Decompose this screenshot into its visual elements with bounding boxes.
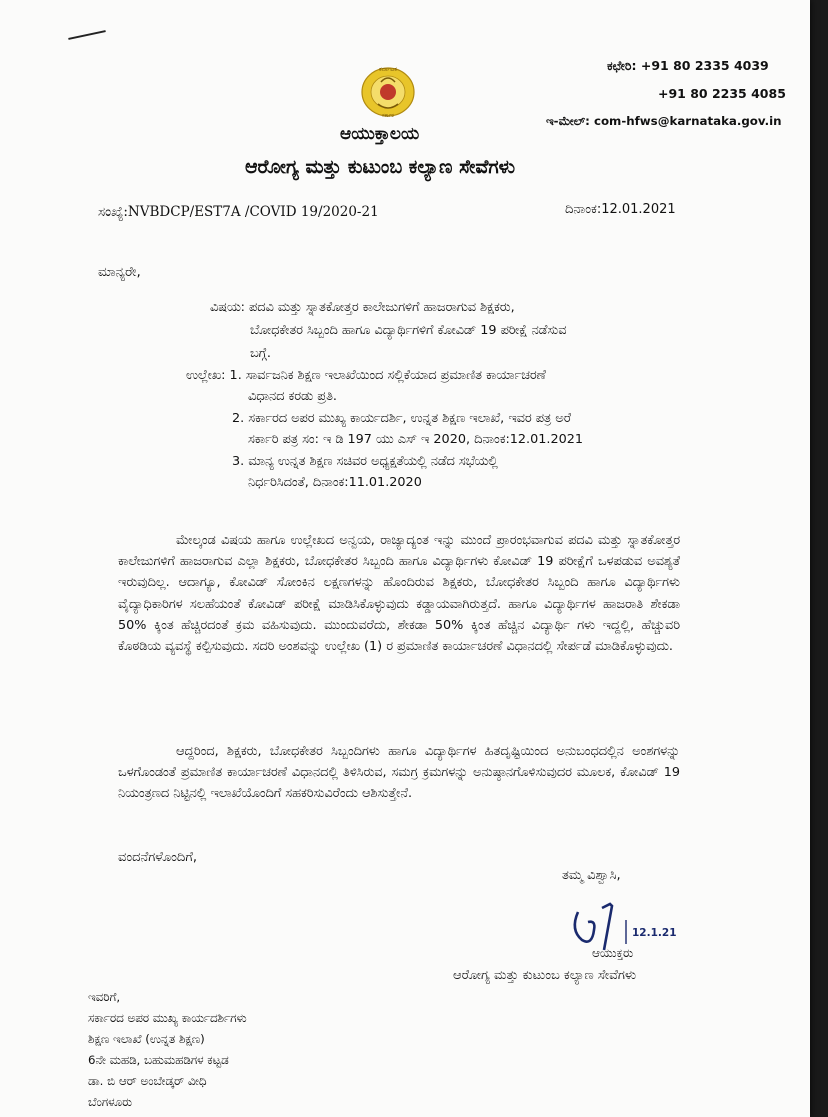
addressee-block [88, 987, 247, 1113]
email-address: com-hfws@karnataka.gov.in [593, 114, 782, 128]
addressee-line-3: 6ನೇ ಮಹಡಿ, ಬಹುಮಹಡಿಗಳ ಕಟ್ಟಡ [88, 1053, 229, 1067]
addressee-line-4: ಡಾ. ಬಿ ಆರ್ ಅಂಬೇಡ್ಕರ್ ವೀಧಿ [88, 1074, 207, 1088]
reference-3-line-2: ನಿರ್ಧರಿಸಿದಂತೆ, ದಿನಾಂಕ:11.01.2020 [248, 475, 422, 490]
phone-2: +91 80 2235 4085 [658, 86, 786, 101]
svg-text:ಕರ್ನಾಟಕ: ಕರ್ನಾಟಕ [379, 66, 397, 73]
letter-date: ದಿನಾಂಕ:12.01.2021 [565, 202, 676, 217]
karnataka-emblem [348, 62, 428, 120]
email-line [546, 114, 782, 129]
addressee-line-5: ಬೆಂಗಳೂರು [88, 1095, 133, 1109]
reference-1-line-2: ವಿಧಾನದ ಕರಡು ಪ್ರತಿ. [248, 389, 337, 404]
email-label: ಇ-ಮೇಲ್: [546, 114, 590, 128]
addressee-line-1: ಸರ್ಕಾರದ ಅಪರ ಮುಖ್ಯ ಕಾರ್ಯದರ್ಶಿಗಳು [88, 1011, 247, 1025]
office-phone-label: ಕಛೇರಿ: [607, 58, 637, 73]
addressee-line-2: ಶಿಕ್ಷಣ ಇಲಾಖೆ (ಉನ್ನತ ಶಿಕ್ಷಣ) [88, 1032, 205, 1046]
office-title: ಆಯುಕ್ತಾಲಯ [340, 124, 420, 144]
yours-faithfully: ತಮ್ಮ ವಿಶ್ವಾಸಿ, [562, 868, 621, 883]
reference-2-line-2: ಸರ್ಕಾರಿ ಪತ್ರ ಸಂ: ಇ ಡಿ 197 ಯು ಎಸ್ ಇ 2020, ದಿನಾಂಕ:12.01.2021 [248, 432, 584, 447]
reference-number: ಸಂಖ್ಯೆ:NVBDCP/EST7A /COVID 19/2020-21 [98, 204, 379, 220]
signatory-department: ಆರೋಗ್ಯ ಮತ್ತು ಕುಟುಂಬ ಕಲ್ಯಾಣ ಸೇವೆಗಳು [453, 968, 637, 983]
body-paragraph-2: ಆದ್ದರಿಂದ, ಶಿಕ್ಷಕರು, ಬೋಧಕೇತರ ಸಿಬ್ಬಂದಿಗಳು ಹಾಗೂ ವಿದ್ಯಾರ್ಥಿಗಳ ಹಿತದೃಷ್ಟಿಯಿಂದ ಅನುಬಂಧದಲ್ಲಿನ ಅಂಶಗಳನ್ನು ಒಳಗೊಂಡಂತೆ ಪ್ರಮಾಣಿತ ಕಾರ್ಯಾಚರಣೆ ವಿಧಾನದಲ್ಲಿ ತಿಳಿಸಿರುವ, ಸಮಗ್ರ ಕ್ರಮಗಳನ್ನು ಅನುಷ್ಠಾನಗೊಳಿಸುವುದರ ಮೂಲಕ, ಕೋವಿಡ್ 19 ನಿಯಂತ್ರಣದ ನಿಟ್ಟಿನಲ್ಲಿ ಇಲಾಖೆಯೊಂದಿಗೆ ಸಹಕರಿಸುವಿರೆಂದು ಆಶಿಸುತ್ತೇನೆ. [118, 744, 680, 802]
closing: ವಂದನೆಗಳೊಂದಿಗೆ, [118, 850, 197, 865]
subject-line-1: ವಿಷಯ: ಪದವಿ ಮತ್ತು ಸ್ನಾತಕೋತ್ತರ ಕಾಲೇಜುಗಳಿಗೆ ಹಾಜರಾಗುವ ಶಿಕ್ಷಕರು, [210, 300, 515, 315]
office-phone-2 [658, 86, 786, 101]
department-title: ಆರೋಗ್ಯ ಮತ್ತು ಕುಟುಂಬ ಕಲ್ಯಾಣ ಸೇವೆಗಳು [245, 156, 516, 178]
signatory-title: ಆಯುಕ್ತರು [592, 946, 634, 960]
reference-3-line-1: 3. ಮಾನ್ಯ ಉನ್ನತ ಶಿಕ್ಷಣ ಸಚಿವರ ಅಧ್ಯಕ್ಷತೆಯಲ್ಲಿ ನಡೆದ ಸಭೆಯಲ್ಲಿ [232, 454, 498, 469]
subject-line-2: ಬೋಧಕೇತರ ಸಿಬ್ಬಂದಿ ಹಾಗೂ ವಿದ್ಯಾರ್ಥಿಗಳಿಗೆ ಕೋವಿಡ್ 19 ಪರೀಕ್ಷೆ ನಡೆಸುವ [250, 323, 567, 338]
signature-date: 12.1.21 [632, 927, 677, 939]
svg-text:ಸರ್ಕಾರ: ಸರ್ಕಾರ [382, 113, 394, 119]
office-phone-1 [607, 58, 769, 74]
body-paragraph-1: ಮೇಲ್ಕಂಡ ವಿಷಯ ಹಾಗೂ ಉಲ್ಲೇಖದ ಅನ್ವಯ, ರಾಜ್ಯಾದ್ಯಂತ ಇನ್ನು ಮುಂದೆ ಪ್ರಾರಂಭವಾಗುವ ಪದವಿ ಮತ್ತು ಸ್ನಾತಕೋತ್ತರ ಕಾಲೇಜುಗಳಿಗೆ ಹಾಜರಾಗುವ ಎಲ್ಲಾ ಶಿಕ್ಷಕರು, ಬೋಧಕೇತರ ಸಿಬ್ಬಂದಿ ಹಾಗೂ ವಿದ್ಯಾರ್ಥಿಗಳು ಕೋವಿಡ್ 19 ಪರೀಕ್ಷೆಗೆ ಒಳಪಡುವ ಅವಶ್ಯತೆ ಇರುವುದಿಲ್ಲ. ಆದಾಗ್ಯೂ, ಕೋವಿಡ್ ಸೋಂಕಿನ ಲಕ್ಷಣಗಳನ್ನು ಹೊಂದಿರುವ ಶಿಕ್ಷಕರು, ಬೋಧಕೇತರ ಸಿಬ್ಬಂದಿ ಹಾಗೂ ವಿದ್ಯಾರ್ಥಿಗಳು ವೈದ್ಯಾಧಿಕಾರಿಗಳ ಸಲಹೆಯಂತೆ ಕೋವಿಡ್ ಪರೀಕ್ಷೆ ಮಾಡಿಸಿಕೊಳ್ಳುವುದು ಕಡ್ಡಾಯವಾಗಿರುತ್ತದೆ. ಹಾಗೂ ವಿದ್ಯಾರ್ಥಿಗಳ ಹಾಜರಾತಿ ಶೇಕಡಾ 50% ಕ್ಕಿಂತ ಹೆಚ್ಚಿರದಂತೆ ಕ್ರಮ ವಹಿಸುವುದು. ಮುಂದುವರೆದು, ಶೇಕಡಾ 50% ಕ್ಕಿಂತ ಹೆಚ್ಚಿನ ವಿದ್ಯಾರ್ಥಿ ಗಳು ಇದ್ದಲ್ಲಿ, ಹೆಚ್ಚುವರಿ ಕೊಠಡಿಯ ವ್ಯವಸ್ಥೆ ಕಲ್ಪಿಸುವುದು. ಸದರಿ ಅಂಶವನ್ನು ಉಲ್ಲೇಖ (1) ರ ಪ್ರಮಾಣಿತ ಕಾರ್ಯಾಚರಣೆ ವಿಧಾನದಲ್ಲಿ ಸೇರ್ಪಡೆ ಮಾಡಿಕೊಳ್ಳುವುದು. [118, 533, 680, 655]
reference-1-line-1: ಉಲ್ಲೇಖ: 1. ಸಾರ್ವಜನಿಕ ಶಿಕ್ಷಣ ಇಲಾಖೆಯಿಂದ ಸಲ್ಲಿಕೆಯಾದ ಪ್ರಮಾಣಿತ ಕಾರ್ಯಾಚರಣೆ [186, 368, 546, 383]
phone-1: +91 80 2335 4039 [640, 58, 769, 73]
addressee-to: ಇವರಿಗೆ, [88, 990, 121, 1004]
salutation: ಮಾನ್ಯರೇ, [98, 264, 141, 280]
subject-line-3: ಬಗ್ಗೆ. [250, 346, 271, 361]
reference-2-line-1: 2. ಸರ್ಕಾರದ ಅಪರ ಮುಖ್ಯ ಕಾರ್ಯದರ್ಶಿ, ಉನ್ನತ ಶಿಕ್ಷಣ ಇಲಾಖೆ, ಇವರ ಪತ್ರ ಅರೆ [232, 411, 571, 426]
pen-mark [68, 30, 106, 40]
